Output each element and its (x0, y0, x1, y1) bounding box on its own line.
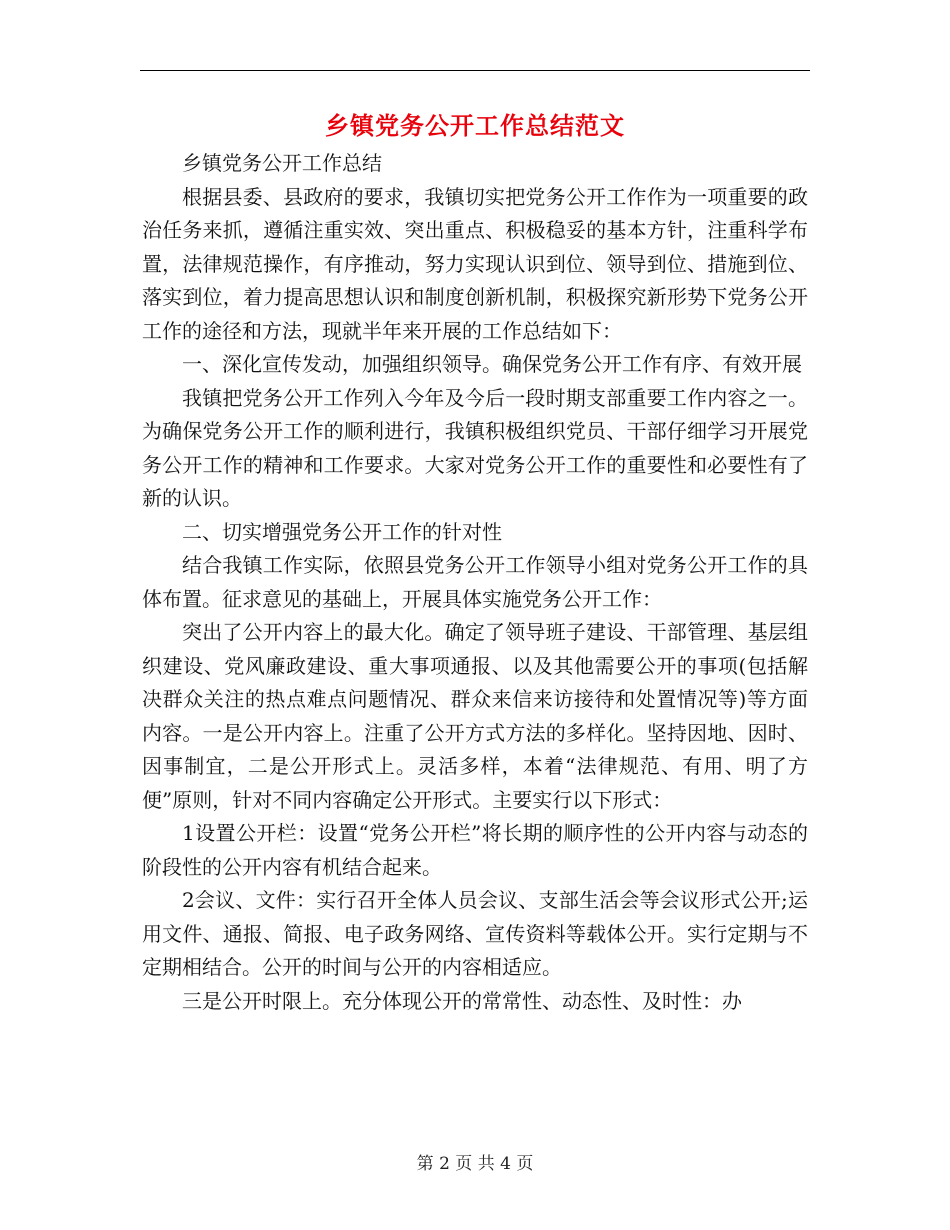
paragraph: 乡镇党务公开工作总结 (182, 151, 382, 175)
page-footer: 第 2 页 共 4 页 (416, 1154, 534, 1174)
page-title: 乡镇党务公开工作总结范文 (325, 111, 625, 140)
paragraph: 1设置公开栏：设置“党务公开栏”将长期的顺序性的公开内容与动态的阶段性的公开内容有机结合起来。 (142, 821, 808, 879)
paragraph: 2会议、文件：实行召开全体人员会议、支部生活会等会议形式公开;运用文件、通报、简报、电子政务网络、宣传资料等载体公开。实行定期与不定期相结合。公开的时间与公开的内容相适应。 (142, 888, 808, 979)
paragraph: 一、深化宣传发动，加强组织领导。确保党务公开工作有序、有效开展 (182, 352, 802, 376)
document-body (142, 147, 808, 1018)
paragraph: 结合我镇工作实际，依照县党务公开工作领导小组对党务公开工作的具体布置。征求意见的基础上，开展具体实施党务公开工作： (142, 553, 808, 611)
paragraph: 二、切实增强党务公开工作的针对性 (182, 519, 502, 544)
paragraph: 三是公开时限上。充分体现公开的常常性、动态性、及时性：办 (182, 988, 742, 1013)
paragraph: 突出了公开内容上的最大化。确定了领导班子建设、干部管理、基层组织建设、党风廉政建设、重大事项通报、以及其他需要公开的事项(包括解决群众关注的热点难点问题情况、群众来信来访接待和处置情况等)等方面内容。一是公开内容上。注重了公开方式方法的多样化。坚持因地、因时、因事制宜，二是公开形式上。灵活多样，本着“法律规范、有用、明了方便”原则，针对不同内容确定公开形式。主要实行以下形式： (142, 620, 808, 812)
header-rule (140, 70, 810, 71)
paragraph: 我镇把党务公开工作列入今年及今后一段时期支部重要工作内容之一。为确保党务公开工作的顺利进行，我镇积极组织党员、干部仔细学习开展党务公开工作的精神和工作要求。大家对党务公开工作的重要性和必要性有了新的认识。 (142, 385, 808, 510)
paragraph: 根据县委、县政府的要求，我镇切实把党务公开工作作为一项重要的政治任务来抓，遵循注重实效、突出重点、积极稳妥的基本方针，注重科学布置，法律规范操作，有序推动，努力实现认识到位、领导到位、措施到位、落实到位，着力提高思想认识和制度创新机制，积极探究新形势下党务公开工作的途径和方法，现就半年来开展的工作总结如下： (142, 184, 808, 343)
